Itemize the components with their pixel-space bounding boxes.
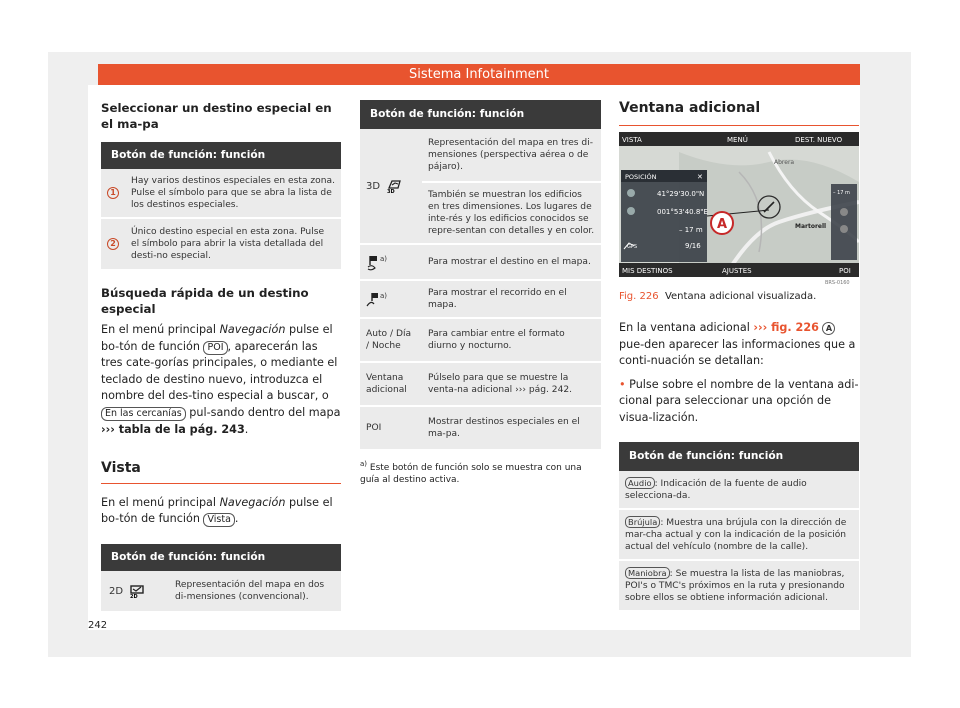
table-cell: Único destino especial en esta zona. Pulse el símbolo para abrir la vista detallada del desti-no especial.: [125, 218, 341, 269]
table-cell: Representación del mapa en dos di-mensiones (convencional).: [169, 571, 341, 611]
svg-text:A: A: [717, 217, 728, 232]
footnote: $^{a)}$ Este botón de función solo se muestra con una guía al destino activa.: [360, 460, 582, 485]
column-right: [619, 100, 859, 126]
navigation-map: [619, 132, 859, 287]
paragraph-quick-search: En el menú principal Navegación pulse el bo-tón de función POI , aparecerán las tres cate-gorías principales, o mediante el teclado de destino nuevo, introduzca el nombre del des-tino especial a buscar, o En las cercanías pul-sando dentro del mapa ››› tabla de la pág. 243.: [101, 323, 341, 436]
section-title-quick-search: Búsqueda rápida de un destino especial: [101, 286, 309, 316]
table-row: [360, 318, 601, 362]
table-row: $^{a)}$ Para mostrar el recorrido en el mapa.: [360, 280, 601, 318]
svg-text:– 17 m: – 17 m: [679, 226, 703, 234]
table-row: 2D 2D Representación del mapa en dos di-mensiones (convencional).: [101, 571, 341, 611]
svg-text:41°29'30.0"N: 41°29'30.0"N: [657, 190, 705, 198]
column-left: [101, 100, 341, 611]
svg-text:AJUSTES: AJUSTES: [722, 267, 752, 275]
callout-number: 2: [107, 238, 119, 250]
svg-text:001°53'40.8"E: 001°53'40.8"E: [657, 208, 708, 216]
table-row: Brújula : Muestra una brújula con la dirección de mar-cha actual y con la indicación de la posición actual del vehículo (nombre de la calle).: [619, 509, 859, 560]
table-label: POI: [360, 406, 422, 449]
table-row: [360, 362, 601, 406]
paragraph-additional-window: En la ventana adicional ››› fig. 226 A pue-den aparecer las informaciones que a conti-nuación se detallan:: [619, 321, 856, 368]
figure-caption: Fig. 226 Ventana adicional visualizada.: [619, 291, 817, 302]
table-row: 3D 3D Representación del mapa en tres di-mensiones (perspectiva aérea o de pájaro).: [360, 129, 601, 182]
table-cell: Representación del mapa en tres di-mensiones (perspectiva aérea o de pájaro).: [422, 129, 601, 182]
table-cell: Púlselo para que se muestre la venta-na adicional ››› pág. 242.: [422, 362, 601, 406]
table-row: $^{a)}$ Para mostrar el destino en el mapa.: [360, 244, 601, 280]
table-cell: Para mostrar el destino en el mapa.: [422, 244, 601, 280]
compass-key: Brújula: [625, 516, 660, 528]
nearby-key: En las cercanías: [101, 407, 186, 421]
section-title-select-poi: Seleccionar un destino especial en el ma-pa: [101, 101, 332, 131]
svg-text:BRS-0160: BRS-0160: [825, 280, 850, 286]
table-link[interactable]: ››› tabla de la pág. 243: [101, 422, 245, 436]
page-header: Sistema Infotainment: [98, 64, 860, 85]
additional-window-table: [619, 442, 859, 610]
vista-function-table: [101, 544, 341, 611]
table-cell: Hay varios destinos especiales en esta zona. Pulse el símbolo para que se abra la lista de los destinos especiales.: [125, 169, 341, 218]
table-row: [360, 406, 601, 449]
poi-function-table: [101, 142, 341, 269]
table-label: Ventana adicional: [360, 362, 422, 406]
table-cell: También se muestran los edificios en tres dimensiones. Los lugares de inte-rés y los edificios conocidos se repre-sentan con detalles y en color.: [422, 182, 601, 244]
navigation-screen-image: [619, 132, 859, 287]
column-middle: [360, 100, 601, 486]
callout-number: 1: [107, 187, 119, 199]
table-header: Botón de función: función: [619, 442, 859, 471]
svg-text:VISTA: VISTA: [622, 136, 642, 144]
audio-key: Audio: [625, 477, 655, 489]
table-header: Botón de función: función: [101, 142, 341, 169]
section-title-vista: Vista: [101, 460, 141, 477]
table-header: Botón de función: función: [360, 100, 601, 129]
svg-text:GPS: GPS: [627, 244, 638, 250]
table-label: Auto / Día / Noche: [360, 318, 422, 362]
column-right-lower: [619, 290, 859, 610]
table-row: [101, 169, 341, 218]
callout-key-a: A: [822, 322, 835, 335]
poi-key: POI: [203, 341, 227, 355]
map-view-table: [360, 100, 601, 449]
svg-text:3D: 3D: [387, 189, 395, 193]
paragraph-vista: En el menú principal Navegación pulse el bo-tón de función Vista .: [101, 495, 333, 526]
table-cell: Para mostrar el recorrido en el mapa.: [422, 280, 601, 318]
page-number: 242: [88, 620, 108, 631]
svg-text:POSICIÓN: POSICIÓN: [625, 173, 657, 181]
svg-text:MIS DESTINOS: MIS DESTINOS: [622, 267, 673, 275]
table-cell: Para cambiar entre el formato diurno y nocturno.: [422, 318, 601, 362]
table-row: Audio : Indicación de la fuente de audio selecciona-da.: [619, 471, 859, 509]
svg-text:– 17 m: – 17 m: [833, 190, 850, 196]
maneuver-key: Maniobra: [625, 567, 670, 579]
svg-text:POI: POI: [839, 267, 851, 275]
close-icon: ✕: [697, 173, 703, 181]
section-title-additional-window: Ventana adicional: [619, 100, 761, 116]
table-row: Maniobra : Se muestra la lista de las maniobras, POI's o TMC's próximos en la ruta y presionando sobre ellos se obtiene información adicional.: [619, 560, 859, 610]
route-flag-icon: [366, 292, 380, 308]
map-2d-icon: [129, 584, 145, 598]
svg-text:Abrera: Abrera: [774, 159, 795, 166]
svg-text:DEST. NUEVO: DEST. NUEVO: [795, 136, 843, 144]
svg-text:MENÚ: MENÚ: [727, 136, 748, 144]
vista-key: Vista: [203, 513, 234, 527]
svg-text:Martorell: Martorell: [795, 223, 827, 230]
section-rule: [619, 125, 859, 126]
bullet-item: • Pulse sobre el nombre de la ventana adi-cional para seleccionar una opción de visua-lización.: [619, 377, 859, 424]
table-row: [101, 218, 341, 269]
map-3d-icon: [386, 179, 402, 193]
table-cell: Mostrar destinos especiales en el ma-pa.: [422, 406, 601, 449]
destination-flag-icon: [366, 255, 380, 271]
section-rule: [101, 483, 341, 484]
svg-text:9/16: 9/16: [685, 242, 701, 250]
figure-link[interactable]: ››› fig. 226: [753, 321, 819, 334]
svg-text:2D: 2D: [130, 593, 138, 598]
table-header: Botón de función: función: [101, 544, 341, 571]
